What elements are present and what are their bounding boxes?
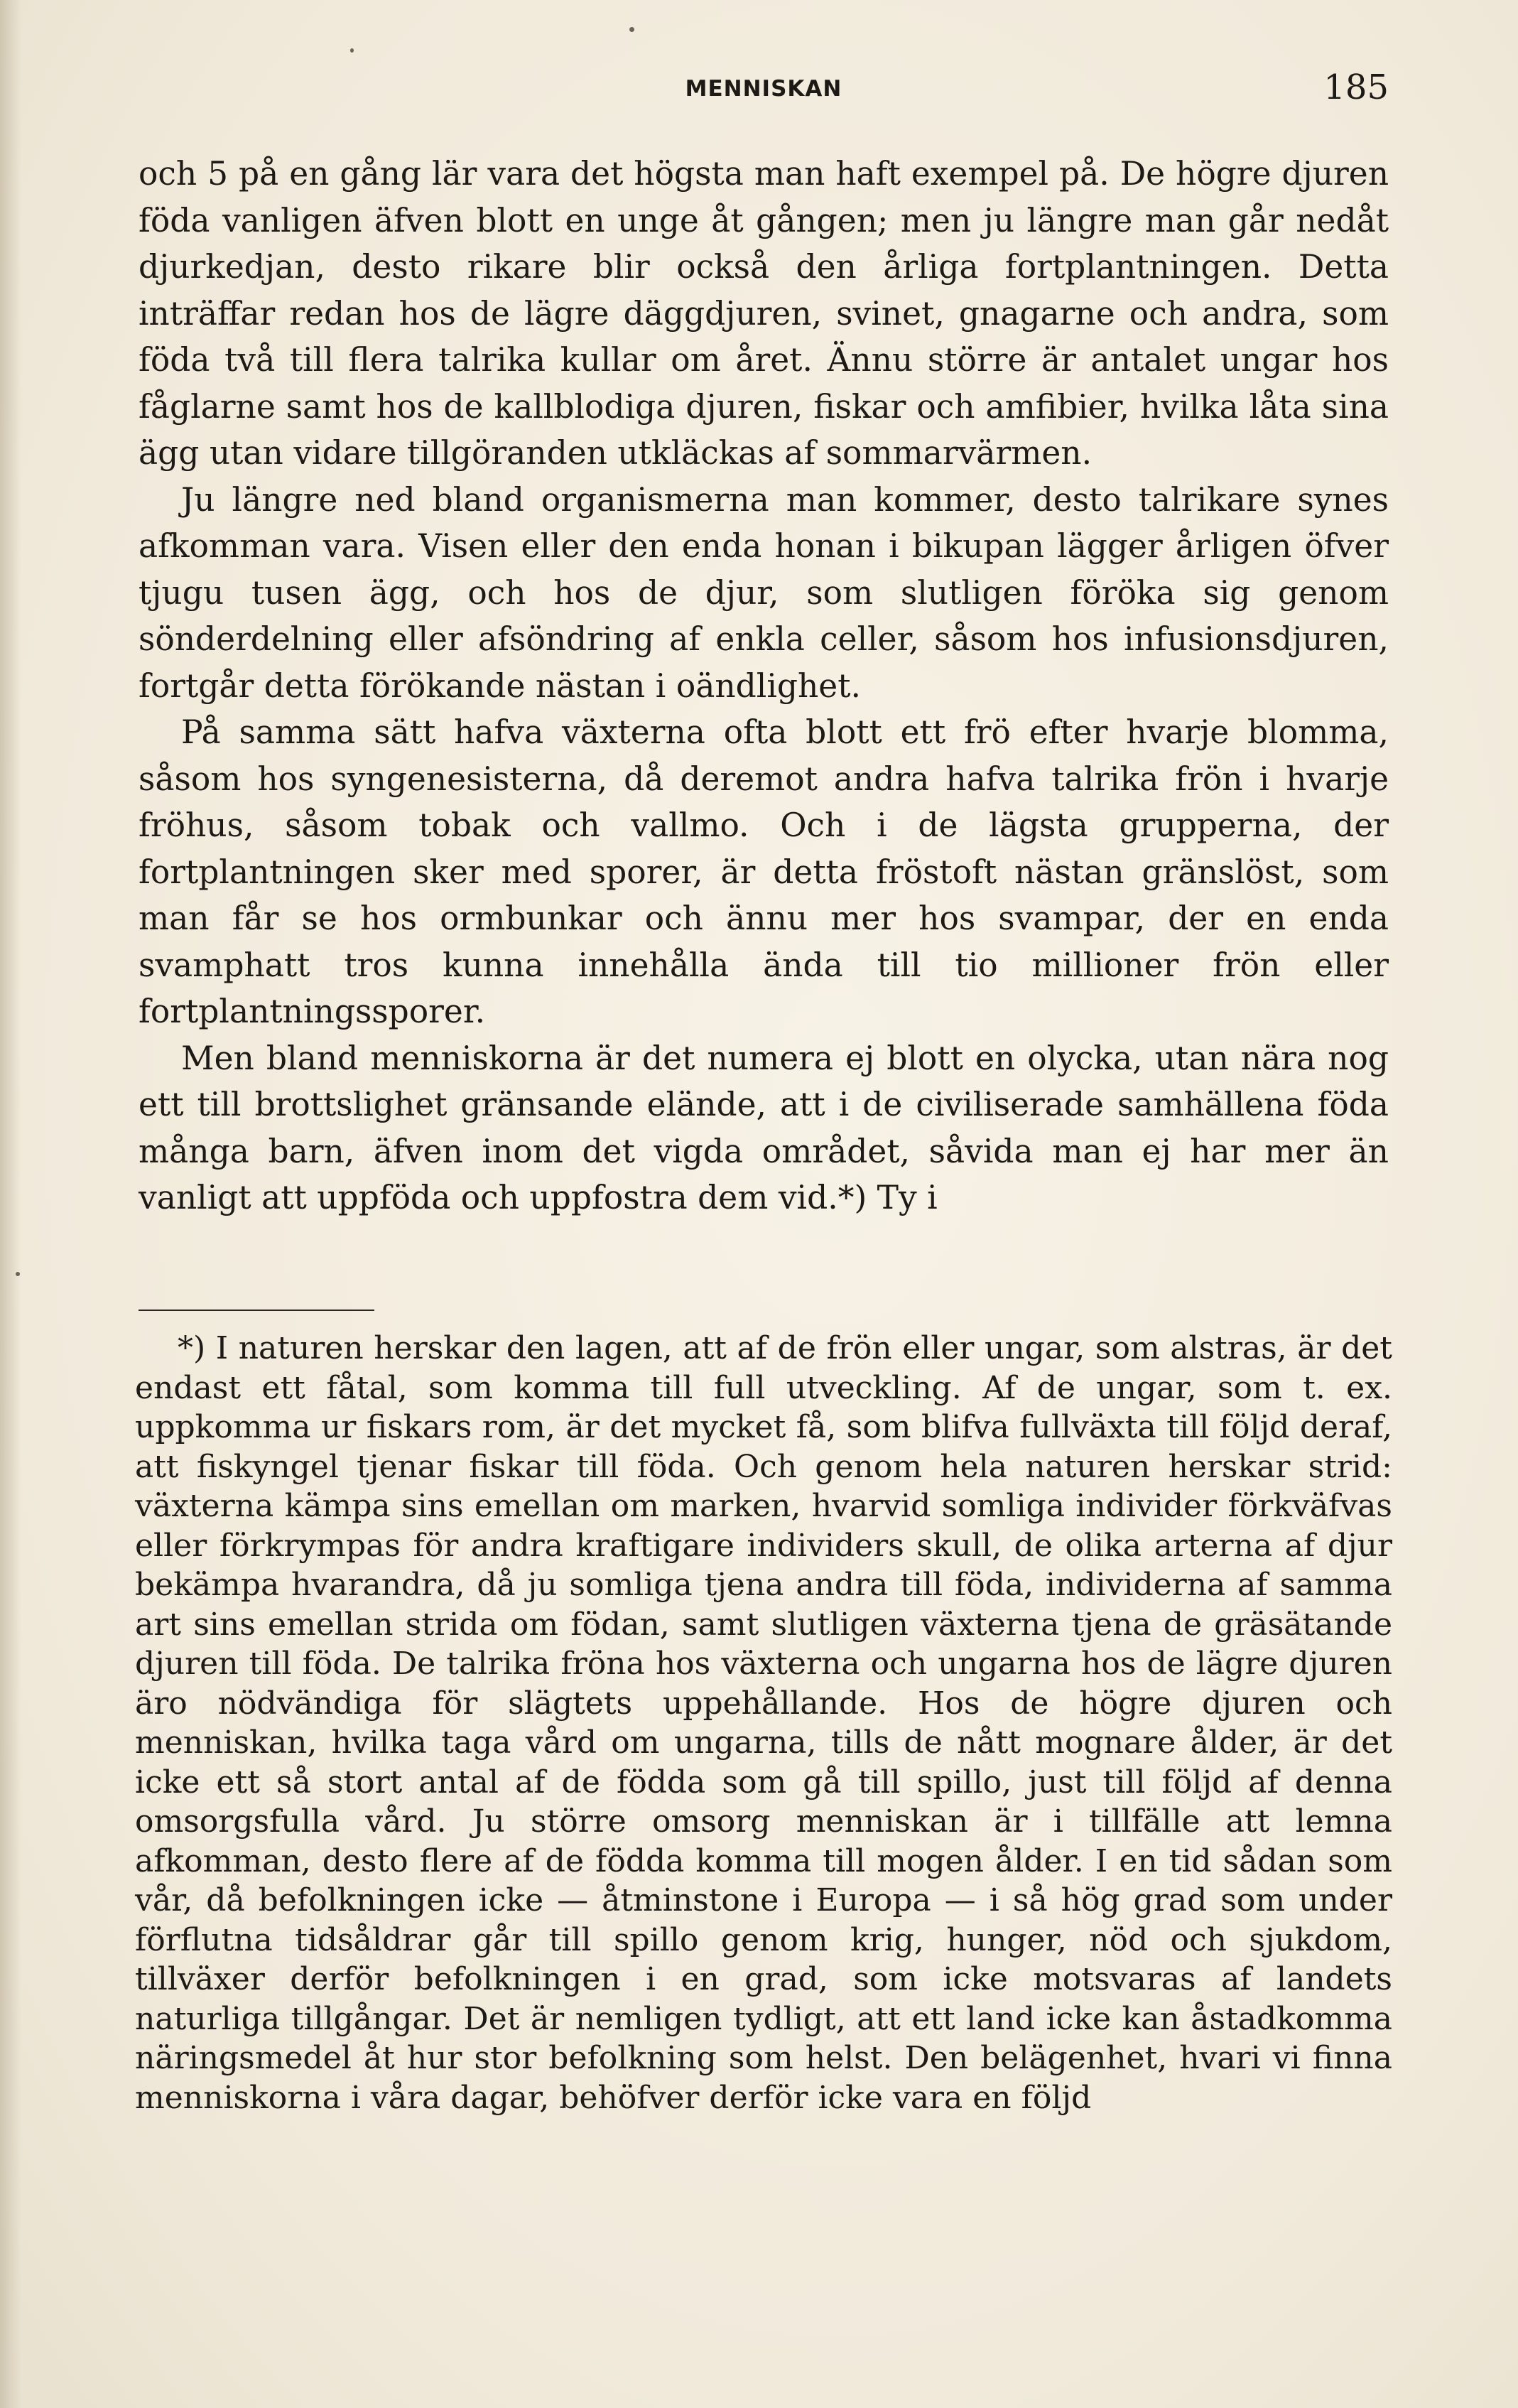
footnote-paragraph: *) I naturen herskar den lagen, att af de frön eller ungar, som alstras, är det endast ett fåtal, som komma till full utveckling. Af de ungar, som t. ex. uppkomma ur fiskars rom, är det mycket få, som blifva fullväxta till följd deraf, att fiskyngel tjenar fiskar till föda. Och genom hela naturen herskar strid: växterna kämpa sins emellan om marken, hvarvid somliga individer förkväfvas eller förkrympas för andra kraftigare individers skull, de olika arterna af djur bekämpa hvarandra, då ju somliga tjena andra till föda, individerna af samma art sins emellan strida om födan, samt slutligen växterna tjena de gräsätande djuren till föda. De talrika fröna hos växterna och ungarna hos de lägre djuren äro nödvändiga för slägtets uppehållande. Hos de högre djuren och menniskan, hvilka taga vård om ungarna, tills de nått mognare ålder, är det icke ett så stort antal af de födda som gå till spillo, just till följd af denna omsorgsfulla vård. Ju större omsorg menniskan är i tillfälle att lemna afkomman, desto flere af de födda komma till mogen ålder. I en tid sådan som vår, då befolkningen icke — åtminstone i Europa — i så hög grad som under förflutna tidsåldrar går till spillo genom krig, hunger, nöd och sjukdom, tillväxer derför befolkningen i en grad, som icke motsvaras af landets naturliga tillgångar. Det är nemligen tydligt, att ett land icke kan åstadkomma näringsmedel åt hur stor befolkning som helst. Den belägenhet, hvari vi finna menniskorna i våra dagar, behöfver derför icke vara en följd	[135, 1330, 1392, 2116]
paragraph-3: På samma sätt hafva växterna ofta blott ett frö efter hvarje blomma, såsom hos syngenesisterna, då deremot andra hafva talrika frön i hvarje fröhus, såsom tobak och vallmo. Och i de lägsta grupperna, der fortplantningen sker med sporer, är detta fröstoft nästan gränslöst, som man får se hos ormbunkar och ännu mer hos svampar, der en enda svamphatt tros kunna innehålla ända till tio millioner frön eller fortplantningssporer.	[139, 713, 1389, 1030]
footnote	[135, 1329, 1392, 2117]
footnote-divider	[139, 1310, 374, 1311]
main-text	[139, 151, 1389, 1221]
paragraph-2: Ju längre ned bland organismerna man kommer, desto talrikare synes afkomman vara. Visen eller den enda honan i bikupan lägger årligen öfver tjugu tusen ägg, och hos de djur, som slutligen föröka sig genom sönderdelning eller afsöndring af enkla celler, såsom hos infusionsdjuren, fortgår detta förökande nästan i oändlighet.	[139, 480, 1389, 705]
running-title: MENNISKAN	[685, 76, 842, 102]
paragraph-1: och 5 på en gång lär vara det högsta man haft exempel på. De högre djuren föda vanligen äfven blott en unge åt gången; men ju längre man går nedåt djurkedjan, desto rikare blir också den årliga fortplantningen. Detta inträffar redan hos de lägre däggdjuren, svinet, gnagarne och andra, som föda två till flera talrika kullar om året. Ännu större är antalet ungar hos fåglarne samt hos de kallblodiga djuren, fiskar och amfibier, hvilka låta sina ägg utan vidare tillgöranden utkläckas af sommarvärmen.	[139, 155, 1389, 472]
paragraph-4: Men bland menniskorna är det numera ej blott en olycka, utan nära nog ett till brottslighet gränsande elände, att i de civiliserade samhällena föda många barn, äfven inom det vigda området, såvida man ej har mer än vanligt att uppföda och uppfostra dem vid.*) Ty i	[139, 1039, 1389, 1216]
page-number: 185	[1323, 68, 1389, 107]
page-header	[139, 68, 1389, 117]
binding-shadow	[0, 0, 21, 2408]
